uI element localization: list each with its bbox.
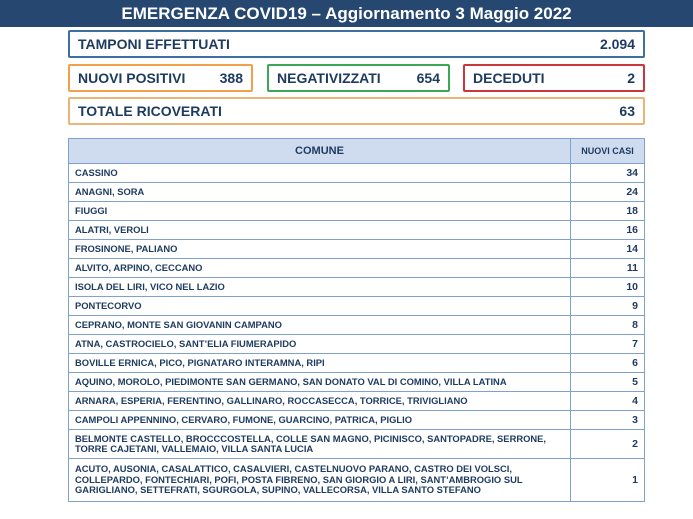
tamponi-box <box>68 30 645 58</box>
nuovi-casi-cell: 34 <box>571 164 645 183</box>
table-row <box>69 335 645 354</box>
column-header-nuovi-casi: NUOVI CASI <box>571 139 645 164</box>
nuovi-casi-cell: 14 <box>571 240 645 259</box>
comune-cell: PONTECORVO <box>69 297 571 316</box>
table-row <box>69 259 645 278</box>
nuovi-casi-cell: 6 <box>571 354 645 373</box>
table-row <box>69 316 645 335</box>
negativizzati-label: NEGATIVIZZATI <box>277 70 381 86</box>
nuovi-casi-cell: 16 <box>571 221 645 240</box>
table-row <box>69 354 645 373</box>
deceduti-value: 2 <box>627 70 635 86</box>
comune-cell: ACUTO, AUSONIA, CASALATTICO, CASALVIERI, CASTELNUOVO PARANO, CASTRO DEI VOLSCI, COLLEPARDO, FONTECHIARI, POFI, POSTA FIBRENO, SAN GIORGIO A LIRI, SANT’AMBROGIO SUL GARIGLIANO, SETTEFRATI, SGURGOLA, SUPINO, VALLECORSA, VILLA SANTO STEFANO <box>69 459 571 502</box>
nuovi-casi-cell: 2 <box>571 430 645 459</box>
nuovi-casi-cell: 4 <box>571 392 645 411</box>
totale-ricoverati-value: 63 <box>619 103 635 119</box>
table-header-row <box>69 139 645 164</box>
nuovi-casi-cell: 11 <box>571 259 645 278</box>
nuovi-positivi-box <box>68 64 253 92</box>
comune-cell: ISOLA DEL LIRI, VICO NEL LAZIO <box>69 278 571 297</box>
nuovi-casi-cell: 18 <box>571 202 645 221</box>
nuovi-casi-cell: 5 <box>571 373 645 392</box>
deceduti-box <box>463 64 645 92</box>
nuovi-casi-cell: 9 <box>571 297 645 316</box>
table-row <box>69 164 645 183</box>
comune-cell: CEPRANO, MONTE SAN GIOVANIN CAMPANO <box>69 316 571 335</box>
comune-cell: BELMONTE CASTELLO, BROCCCOSTELLA, COLLE SAN MAGNO, PICINISCO, SANTOPADRE, SERRONE, TORRE CAJETANI, VALLEMAIO, VILLA SANTA LUCIA <box>69 430 571 459</box>
deceduti-label: DECEDUTI <box>473 70 545 86</box>
tamponi-label: TAMPONI EFFETTUATI <box>78 36 230 52</box>
comune-cell: FIUGGI <box>69 202 571 221</box>
negativizzati-value: 654 <box>416 70 440 86</box>
nuovi-casi-cell: 24 <box>571 183 645 202</box>
comuni-table <box>68 138 645 502</box>
comune-cell: ALATRI, VEROLI <box>69 221 571 240</box>
table-row <box>69 183 645 202</box>
table-row <box>69 202 645 221</box>
nuovi-positivi-value: 388 <box>219 70 243 86</box>
table-row <box>69 392 645 411</box>
nuovi-casi-cell: 8 <box>571 316 645 335</box>
column-header-comune: COMUNE <box>69 139 571 164</box>
table-row <box>69 240 645 259</box>
comune-cell: ANAGNI, SORA <box>69 183 571 202</box>
comune-cell: ATNA, CASTROCIELO, SANT’ELIA FIUMERAPIDO <box>69 335 571 354</box>
nuovi-casi-cell: 1 <box>571 459 645 502</box>
page-title: EMERGENZA COVID19 – Aggiornamento 3 Maggio 2022 <box>0 0 693 27</box>
table-row <box>69 221 645 240</box>
comune-cell: AQUINO, MOROLO, PIEDIMONTE SAN GERMANO, SAN DONATO VAL DI COMINO, VILLA LATINA <box>69 373 571 392</box>
comune-cell: BOVILLE ERNICA, PICO, PIGNATARO INTERAMNA, RIPI <box>69 354 571 373</box>
totale-ricoverati-label: TOTALE RICOVERATI <box>78 103 222 119</box>
table-row <box>69 459 645 502</box>
comune-cell: FROSINONE, PALIANO <box>69 240 571 259</box>
table-row <box>69 430 645 459</box>
tamponi-value: 2.094 <box>599 36 635 52</box>
nuovi-casi-cell: 3 <box>571 411 645 430</box>
table-row <box>69 278 645 297</box>
table-row <box>69 411 645 430</box>
totale-ricoverati-box <box>68 97 645 125</box>
comune-cell: CASSINO <box>69 164 571 183</box>
comune-cell: ALVITO, ARPINO, CECCANO <box>69 259 571 278</box>
comune-cell: ARNARA, ESPERIA, FERENTINO, GALLINARO, ROCCASECCA, TORRICE, TRIVIGLIANO <box>69 392 571 411</box>
comune-cell: CAMPOLI APPENNINO, CERVARO, FUMONE, GUARCINO, PATRICA, PIGLIO <box>69 411 571 430</box>
nuovi-positivi-label: NUOVI POSITIVI <box>78 70 186 86</box>
table-row <box>69 373 645 392</box>
nuovi-casi-cell: 7 <box>571 335 645 354</box>
table-row <box>69 297 645 316</box>
negativizzati-box <box>267 64 450 92</box>
nuovi-casi-cell: 10 <box>571 278 645 297</box>
